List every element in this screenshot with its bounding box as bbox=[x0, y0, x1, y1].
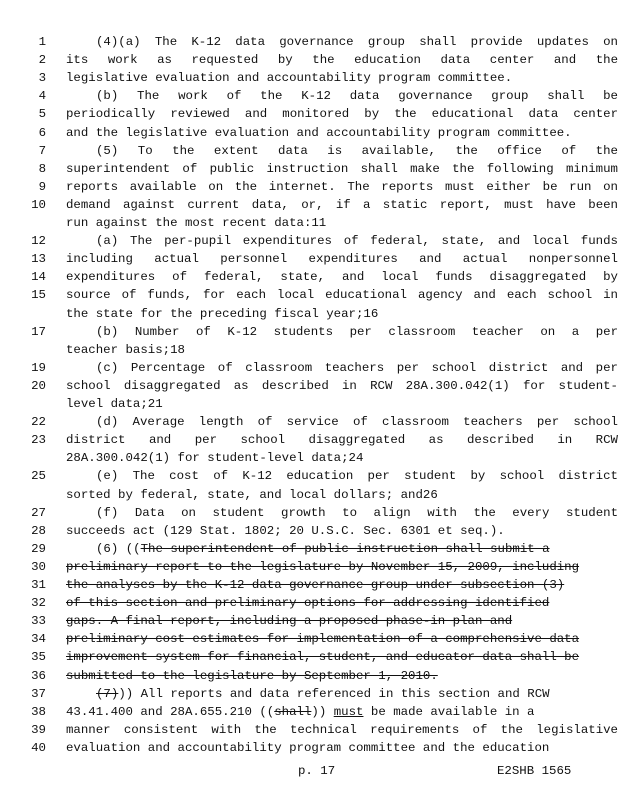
line-number: 37 bbox=[31, 686, 46, 701]
line-number: 15 bbox=[31, 288, 46, 303]
line-number: 34 bbox=[31, 632, 46, 647]
text-line bbox=[0, 196, 618, 214]
deleted-text: preliminary cost estimates for implementation of a comprehensive data bbox=[66, 632, 580, 647]
text-line bbox=[0, 51, 618, 69]
text-line bbox=[0, 286, 618, 304]
line-number: 36 bbox=[31, 668, 46, 683]
text-line bbox=[0, 142, 618, 160]
line-number: 33 bbox=[31, 614, 46, 629]
line-text: succeeds act (129 Stat. 1802; 20 U.S.C. Sec. 6301 et seq.). bbox=[66, 523, 505, 538]
line-text: run against the most recent data:11 bbox=[66, 216, 327, 230]
line-text: periodically reviewed and monitored by the educational data center bbox=[66, 107, 618, 122]
text-line bbox=[0, 449, 618, 467]
line-text: legislative evaluation and accountability program committee. bbox=[66, 71, 513, 86]
line-text: district and per school disaggregated as described in RCW bbox=[66, 433, 618, 448]
text-line bbox=[0, 667, 618, 685]
line-number: 17 bbox=[31, 324, 46, 339]
deleted-text: improvement system for financial, student, and educator data shall be bbox=[66, 650, 580, 665]
line-number: 6 bbox=[38, 125, 46, 140]
line-number: 9 bbox=[38, 179, 46, 194]
line-number: 12 bbox=[31, 234, 46, 249]
line-text bbox=[66, 648, 618, 666]
line-text: (5) To the extent data is available, the office of the bbox=[96, 143, 618, 158]
text-line bbox=[0, 124, 618, 142]
line-number: 28 bbox=[31, 523, 46, 538]
text-line bbox=[0, 522, 618, 540]
line-text: (c) Percentage of classroom teachers per school district and per bbox=[96, 360, 618, 375]
line-text: school disaggregated as described in RCW 28A.300.042(1) for student- bbox=[66, 378, 618, 393]
deleted-text: submitted to the legislature by September 1, 2010. bbox=[66, 668, 438, 683]
text-line bbox=[0, 395, 618, 413]
line-text: (e) The cost of K-12 education per student by school district bbox=[96, 469, 618, 484]
line-number: 22 bbox=[31, 415, 46, 430]
deleted-text: of this section and preliminary options for addressing identified bbox=[66, 596, 550, 611]
line-number: 23 bbox=[31, 433, 46, 448]
line-number: 40 bbox=[31, 740, 46, 755]
text-line bbox=[0, 486, 618, 504]
text-line bbox=[0, 703, 618, 721]
line-number: 13 bbox=[31, 252, 46, 267]
text-line bbox=[0, 359, 618, 377]
line-number: 2 bbox=[38, 53, 46, 68]
line-text bbox=[66, 612, 618, 630]
line-text: demand against current data, or, if a static report, must have been bbox=[66, 197, 618, 212]
text-line bbox=[0, 178, 618, 196]
line-number: 1 bbox=[38, 35, 46, 49]
text-line bbox=[0, 431, 618, 449]
line-number: 35 bbox=[31, 650, 46, 665]
text-line bbox=[0, 250, 618, 268]
text-line bbox=[0, 739, 618, 757]
line-text: (f) Data on student growth to align with the every student bbox=[96, 505, 618, 520]
line-text: expenditures of federal, state, and local funds disaggregated by bbox=[66, 270, 618, 285]
deleted-text: (7) bbox=[96, 686, 119, 701]
line-text bbox=[66, 703, 618, 721]
line-number: 4 bbox=[38, 89, 46, 104]
line-text: (d) Average length of service of classroom teachers per school bbox=[96, 415, 618, 430]
text-line bbox=[0, 232, 618, 250]
text-line bbox=[0, 558, 618, 576]
line-number: 20 bbox=[31, 378, 46, 393]
line-number: 31 bbox=[31, 578, 46, 592]
page-number: p. 17 bbox=[298, 764, 336, 778]
text-line bbox=[0, 576, 618, 594]
text-line bbox=[0, 305, 618, 323]
text-line bbox=[0, 377, 618, 395]
line-number: 5 bbox=[38, 107, 46, 122]
text-line bbox=[0, 341, 618, 359]
line-text: reports available on the internet. The reports must either be run on bbox=[66, 179, 618, 194]
line-number: 30 bbox=[31, 559, 46, 574]
line-text: (a) The per-pupil expenditures of federal, state, and local funds bbox=[96, 234, 618, 249]
text-segment: 43.41.400 and 28A.655.210 (( bbox=[66, 704, 275, 719]
text-line bbox=[0, 160, 618, 178]
line-text: (4)(a) The K-12 data governance group shall provide updates on bbox=[96, 35, 618, 49]
text-segment: )) All reports and data referenced in this section and RCW bbox=[118, 686, 550, 701]
text-line bbox=[0, 685, 618, 703]
line-text bbox=[96, 685, 618, 703]
line-number: 39 bbox=[31, 722, 46, 737]
deleted-text: shall bbox=[274, 704, 312, 719]
text-line bbox=[0, 268, 618, 286]
text-line bbox=[0, 87, 618, 105]
text-line bbox=[0, 323, 618, 341]
bill-identifier: E2SHB 1565 bbox=[497, 764, 572, 778]
line-number: 29 bbox=[31, 541, 46, 556]
line-text bbox=[66, 576, 618, 594]
line-text: the state for the preceding fiscal year;16 bbox=[66, 306, 379, 321]
line-text: level data;21 bbox=[66, 397, 163, 411]
text-segment: (6) (( bbox=[96, 541, 141, 556]
deleted-text: gaps. A final report, including a proposed phase-in plan and bbox=[66, 614, 513, 629]
text-segment: be made available in a bbox=[363, 704, 535, 719]
line-text bbox=[66, 667, 618, 685]
text-segment: )) bbox=[311, 704, 334, 719]
text-line bbox=[0, 413, 618, 431]
line-number: 8 bbox=[38, 161, 46, 176]
line-text: manner consistent with the technical requirements of the legislative bbox=[66, 722, 618, 737]
inserted-text: must bbox=[333, 704, 364, 719]
deleted-text: The superintendent of public instruction shall submit a bbox=[140, 541, 550, 556]
text-line bbox=[0, 594, 618, 612]
line-text: (b) The work of the K-12 data governance group shall be bbox=[96, 89, 618, 104]
line-number: 3 bbox=[38, 71, 46, 86]
line-text: evaluation and accountability program committee and the education bbox=[66, 740, 550, 755]
text-line bbox=[0, 467, 618, 485]
text-line bbox=[0, 504, 618, 522]
line-text: its work as requested by the education data center and the bbox=[66, 53, 618, 68]
text-line bbox=[0, 630, 618, 648]
line-text: source of funds, for each local educational agency and each school in bbox=[66, 288, 618, 303]
line-text: sorted by federal, state, and local dollars; and26 bbox=[66, 487, 438, 502]
line-number: 25 bbox=[31, 469, 46, 484]
line-text: 28A.300.042(1) for student-level data;24 bbox=[66, 451, 364, 466]
page-footer bbox=[0, 762, 618, 780]
line-text bbox=[66, 594, 618, 612]
line-number: 14 bbox=[31, 270, 46, 285]
line-number: 10 bbox=[31, 197, 46, 212]
line-text bbox=[66, 630, 618, 648]
deleted-text: the analyses by the K-12 data governance group under subsection (3) bbox=[66, 578, 565, 592]
text-line bbox=[0, 612, 618, 630]
text-line bbox=[0, 69, 618, 87]
text-line bbox=[0, 33, 618, 51]
text-line bbox=[0, 540, 618, 558]
text-line bbox=[0, 105, 618, 123]
line-text: superintendent of public instruction shall make the following minimum bbox=[66, 161, 618, 176]
line-text: (b) Number of K-12 students per classroom teacher on a per bbox=[96, 324, 618, 339]
line-number: 32 bbox=[31, 596, 46, 611]
line-number: 19 bbox=[31, 360, 46, 375]
line-number: 38 bbox=[31, 704, 46, 719]
deleted-text: preliminary report to the legislature by November 15, 2009, including bbox=[66, 559, 580, 574]
line-text: teacher basis;18 bbox=[66, 342, 185, 357]
line-text bbox=[96, 540, 618, 558]
line-text bbox=[66, 558, 618, 576]
line-number: 27 bbox=[31, 505, 46, 520]
line-number: 7 bbox=[38, 143, 46, 158]
text-line bbox=[0, 648, 618, 666]
text-line bbox=[0, 721, 618, 739]
line-text: and the legislative evaluation and accountability program committee. bbox=[66, 125, 572, 140]
line-text: including actual personnel expenditures and actual nonpersonnel bbox=[66, 252, 618, 267]
text-line bbox=[0, 214, 618, 232]
